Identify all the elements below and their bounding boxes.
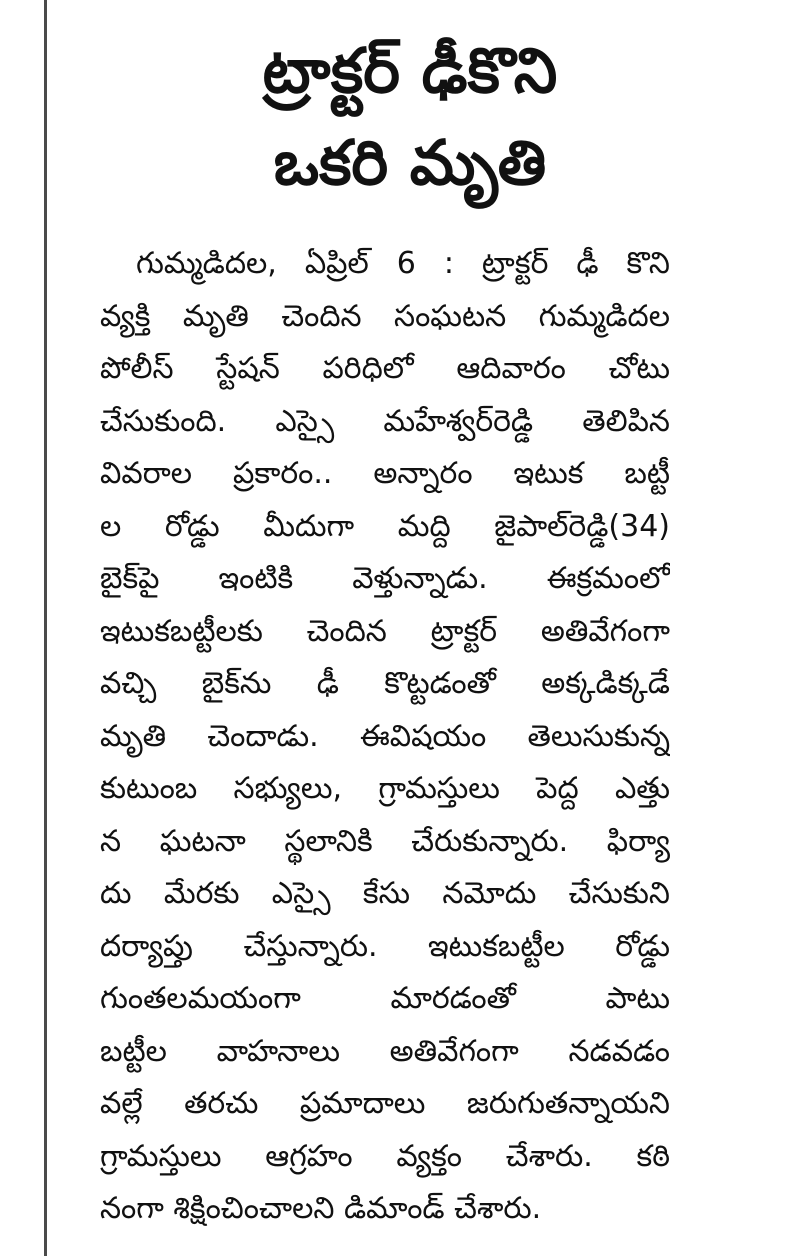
body-line: కుటుంబ సభ్యులు, గ్రామస్తులు పెద్ద ఎత్తు xyxy=(100,771,670,806)
article-body xyxy=(100,238,670,1236)
body-line: బట్టీల వాహనాలు అతివేగంగా నడవడం xyxy=(100,1033,670,1069)
body-line: న ఘటనా స్థలానికి చేరుకున్నారు. ఫిర్యా xyxy=(100,823,670,859)
body-line: గుంతలమయంగా మారడంతో పాటు xyxy=(100,981,670,1016)
headline-line-1: ట్రాక్టర్ ఢీకొని xyxy=(262,34,558,107)
body-line: దర్యాప్తు చేస్తున్నారు. ఇటుకబట్టీల రోడ్డు xyxy=(100,928,670,964)
column-divider xyxy=(44,0,47,1256)
body-line: వల్లే తరచు ప్రమాదాలు జరుగుతన్నాయని xyxy=(100,1086,670,1121)
body-line: వివరాల ప్రకారం.. అన్నారం ఇటుక బట్టీ xyxy=(100,456,670,491)
body-line: బైక్‌పై ఇంటికి వెళ్తున్నాడు. ఈక్రమంలో xyxy=(100,561,670,596)
body-line: గ్రామస్తులు ఆగ్రహం వ్యక్తం చేశారు. కఠి xyxy=(100,1138,670,1174)
body-line: వ్యక్తి మృతి చెందిన సంఘటన గుమ్మడిదల xyxy=(100,298,670,334)
headline-line-2: ఒకరి మృతి xyxy=(273,126,547,199)
body-line: మృతి చెందాడు. ఈవిషయం తెలుసుకున్న xyxy=(100,718,670,754)
body-line: నంగా శిక్షించించాలని డిమాండ్ చేశారు. xyxy=(100,1191,542,1226)
body-line: పోలీస్ స్టేషన్ పరిధిలో ఆదివారం చోటు xyxy=(100,351,670,386)
body-line: ల రోడ్డు మీదుగా మద్ది జైపాల్‌రెడ్డి(34) xyxy=(100,508,670,544)
body-line: చేసుకుంది. ఎస్సై మహేశ్వర్‌రెడ్డి తెలిపిన xyxy=(100,403,670,439)
body-line: గుమ్మడిదల, ఏప్రిల్ 6 : ట్రాక్టర్ ఢీ కొని xyxy=(136,246,670,281)
body-line: ఇటుకబట్టీలకు చెందిన ట్రాక్టర్ అతివేగంగా xyxy=(100,613,670,649)
body-line: దు మేరకు ఎస్సై కేసు నమోదు చేసుకుని xyxy=(100,876,670,911)
body-line: వచ్చి బైక్‌ను ఢీ కొట్టడంతో అక్కడిక్కడే xyxy=(100,666,670,701)
